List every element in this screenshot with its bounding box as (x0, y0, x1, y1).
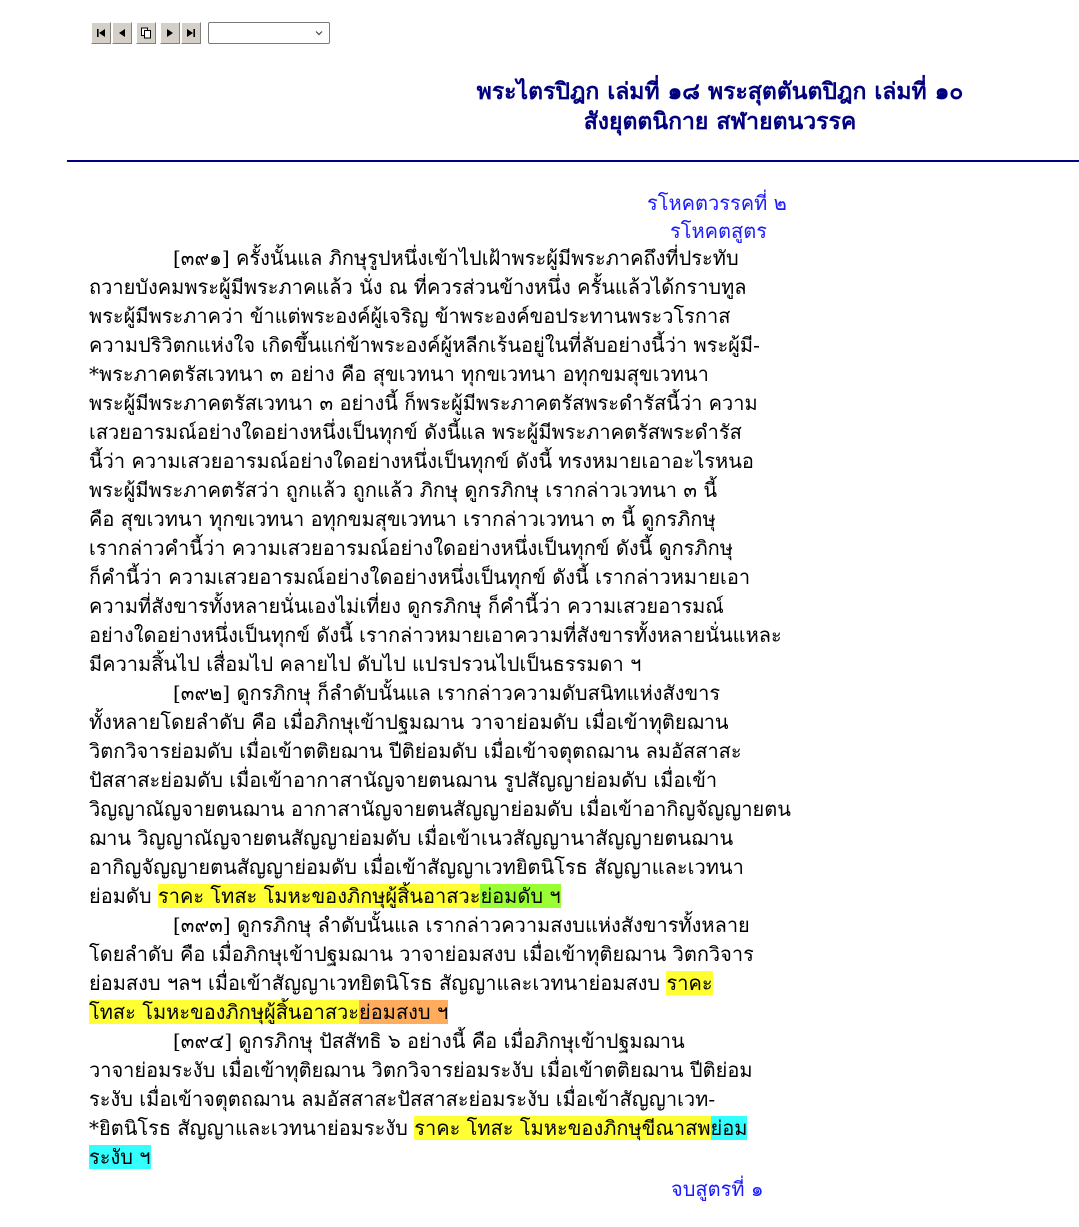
text-line: ทั้งหลายโดยลำดับ คือ เมื่อภิกษุเข้าปฐมฌาน วาจาย่อมดับ เมื่อเข้าทุติยฌาน (89, 710, 729, 734)
navigation-toolbar (91, 21, 330, 45)
prev-icon (116, 27, 128, 39)
text-line: มีความสิ้นไป เสื่อมไป คลายไป ดับไป แปรปรวนไปเป็นธรรมดา ฯ (89, 652, 642, 676)
sutta-ending: จบสูตรที่ ๑ (671, 1177, 764, 1201)
text-line: ฌาน วิญญาณัญจายตนสัญญาย่อมดับ เมื่อเข้าเนวสัญญานาสัญญายตนฌาน (89, 826, 734, 850)
highlight-green: ย่อมดับ ฯ (480, 884, 561, 908)
text-line (89, 969, 809, 998)
highlight-cyan: ระงับ ฯ (89, 1145, 151, 1169)
text-line: อย่างใดอย่างหนึ่งเป็นทุกข์ ดังนี้ เรากล่าวหมายเอาความที่สังขารทั้งหลายนั่นแหละ (89, 623, 782, 647)
text-line: ระงับ เมื่อเข้าจตุตถฌาน ลมอัสสาสะปัสสาสะย่อมระงับ เมื่อเข้าสัญญาเวท- (89, 1087, 716, 1111)
highlight-yellow: ราคะ โทสะ โมหะของภิกษุผู้สิ้นอาสวะ (157, 884, 481, 908)
vagga-heading: รโหคตวรรคที่ ๒ (647, 191, 787, 215)
highlight-yellow: ราคะ (666, 971, 713, 995)
text-line: ก็คำนี้ว่า ความเสวยอารมณ์อย่างใดอย่างหนึ่งเป็นทุกข์ ดังนี้ เรากล่าวหมายเอา (89, 565, 751, 589)
text-line: ความที่สังขารทั้งหลายนั่นเองไม่เที่ยง ดูกรภิกษุ ก็คำนี้ว่า ความเสวยอารมณ์ (89, 594, 724, 618)
plain-text: ย่อมสงบ ฯลฯ เมื่อเข้าสัญญาเวทยิตนิโรธ สัญญาและเวทนาย่อมสงบ (89, 971, 667, 995)
next-page-button[interactable] (160, 22, 180, 44)
last-page-button[interactable] (181, 22, 201, 44)
text-line: วิญญาณัญจายตนฌาน อากาสานัญจายตนสัญญาย่อมดับ เมื่อเข้าอากิญจัญญายตน (89, 797, 791, 821)
first-page-button[interactable] (91, 22, 111, 44)
text-line: วาจาย่อมระงับ เมื่อเข้าทุติยฌาน วิตกวิจารย่อมระงับ เมื่อเข้าตติยฌาน ปีติย่อม (89, 1058, 753, 1082)
text-line: อากิญจัญญายตนสัญญาย่อมดับ เมื่อเข้าสัญญาเวทยิตนิโรธ สัญญาและเวทนา (89, 855, 744, 879)
text-line: โดยลำดับ คือ เมื่อภิกษุเข้าปฐมฌาน วาจาย่อมสงบ เมื่อเข้าทุติยฌาน วิตกวิจาร (89, 942, 754, 966)
highlight-cyan: ย่อม (710, 1116, 748, 1140)
text-line: ปัสสาสะย่อมดับ เมื่อเข้าอากาสานัญจายตนฌาน รูปสัญญาย่อมดับ เมื่อเข้า (89, 768, 718, 792)
last-icon (185, 27, 197, 39)
page-subtitle: สังยุตตนิกาย สฬายตนวรรค (583, 108, 857, 135)
highlight-yellow: ราคะ โทสะ โมหะของภิกษุขีณาสพ (414, 1116, 711, 1140)
page-title: พระไตรปิฎก เล่มที่ ๑๘ พระสุตตันตปิฎก เล่มที่ ๑๐ (476, 78, 964, 105)
copy-icon (140, 27, 152, 39)
text-line: [๓๙๒] ดูกรภิกษุ ก็ลำดับนั้นแล เรากล่าวความดับสนิทแห่งสังขาร (173, 681, 721, 705)
text-line: *พระภาคตรัสเวทนา ๓ อย่าง คือ สุขเวทนา ทุกขเวทนา อทุกขมสุขเวทนา (89, 362, 709, 386)
previous-page-button[interactable] (112, 22, 132, 44)
text-line: [๓๙๔] ดูกรภิกษุ ปัสสัทธิ ๖ อย่างนี้ คือ เมื่อภิกษุเข้าปฐมฌาน (173, 1029, 685, 1053)
next-icon (164, 27, 176, 39)
text-line (89, 1143, 809, 1172)
text-line (89, 882, 809, 911)
text-line: นี้ว่า ความเสวยอารมณ์อย่างใดอย่างหนึ่งเป็นทุกข์ ดังนี้ ทรงหมายเอาอะไรหนอ (89, 449, 754, 473)
text-line (89, 998, 809, 1027)
text-line: [๓๙๑] ครั้งนั้นแล ภิกษุรูปหนึ่งเข้าไปเฝ้าพระผู้มีพระภาคถึงที่ประทับ (173, 246, 739, 270)
text-line: [๓๙๓] ดูกรภิกษุ ลำดับนั้นแล เรากล่าวความสงบแห่งสังขารทั้งหลาย (173, 913, 750, 937)
sutta-body (89, 244, 809, 1172)
page-select[interactable] (208, 22, 330, 44)
text-line: วิตกวิจารย่อมดับ เมื่อเข้าตติยฌาน ปีติย่อมดับ เมื่อเข้าจตุตถฌาน ลมอัสสาสะ (89, 739, 742, 763)
plain-text: *ยิตนิโรธ สัญญาและเวทนาย่อมระงับ (89, 1116, 415, 1140)
text-line: พระผู้มีพระภาคตรัสว่า ถูกแล้ว ถูกแล้ว ภิกษุ ดูกรภิกษุ เรากล่าวเวทนา ๓ นี้ (89, 478, 718, 502)
text-line: ความปริวิตกแห่งใจ เกิดขึ้นแก่ข้าพระองค์ผู้หลีกเร้นอยู่ในที่ลับอย่างนี้ว่า พระผู้มี- (89, 333, 760, 357)
text-line: พระผู้มีพระภาคตรัสเวทนา ๓ อย่างนี้ ก็พระผู้มีพระภาคตรัสพระดำรัสนี้ว่า ความ (89, 391, 758, 415)
first-icon (95, 27, 107, 39)
text-line (89, 1114, 809, 1143)
text-line: เรากล่าวคำนี้ว่า ความเสวยอารมณ์อย่างใดอย่างหนึ่งเป็นทุกข์ ดังนี้ ดูกรภิกษุ (89, 536, 733, 560)
copy-button[interactable] (136, 22, 156, 44)
highlight-yellow: โทสะ โมหะของภิกษุผู้สิ้นอาสวะ (89, 1000, 360, 1024)
text-line: พระผู้มีพระภาคว่า ข้าแต่พระองค์ผู้เจริญ ข้าพระองค์ขอประทานพระวโรกาส (89, 304, 731, 328)
sutta-heading: รโหคตสูตร (670, 219, 767, 243)
header-divider (67, 160, 1079, 162)
highlight-orange: ย่อมสงบ ฯ (359, 1000, 449, 1024)
text-line: คือ สุขเวทนา ทุกขเวทนา อทุกขมสุขเวทนา เรากล่าวเวทนา ๓ นี้ ดูกรภิกษุ (89, 507, 716, 531)
plain-text: ย่อมดับ (89, 884, 158, 908)
text-line: ถวายบังคมพระผู้มีพระภาคแล้ว นั่ง ณ ที่ควรส่วนข้างหนึ่ง ครั้นแล้วได้กราบทูล (89, 275, 747, 299)
text-line: เสวยอารมณ์อย่างใดอย่างหนึ่งเป็นทุกข์ ดังนี้แล พระผู้มีพระภาคตรัสพระดำรัส (89, 420, 742, 444)
chevron-down-icon (313, 27, 325, 39)
